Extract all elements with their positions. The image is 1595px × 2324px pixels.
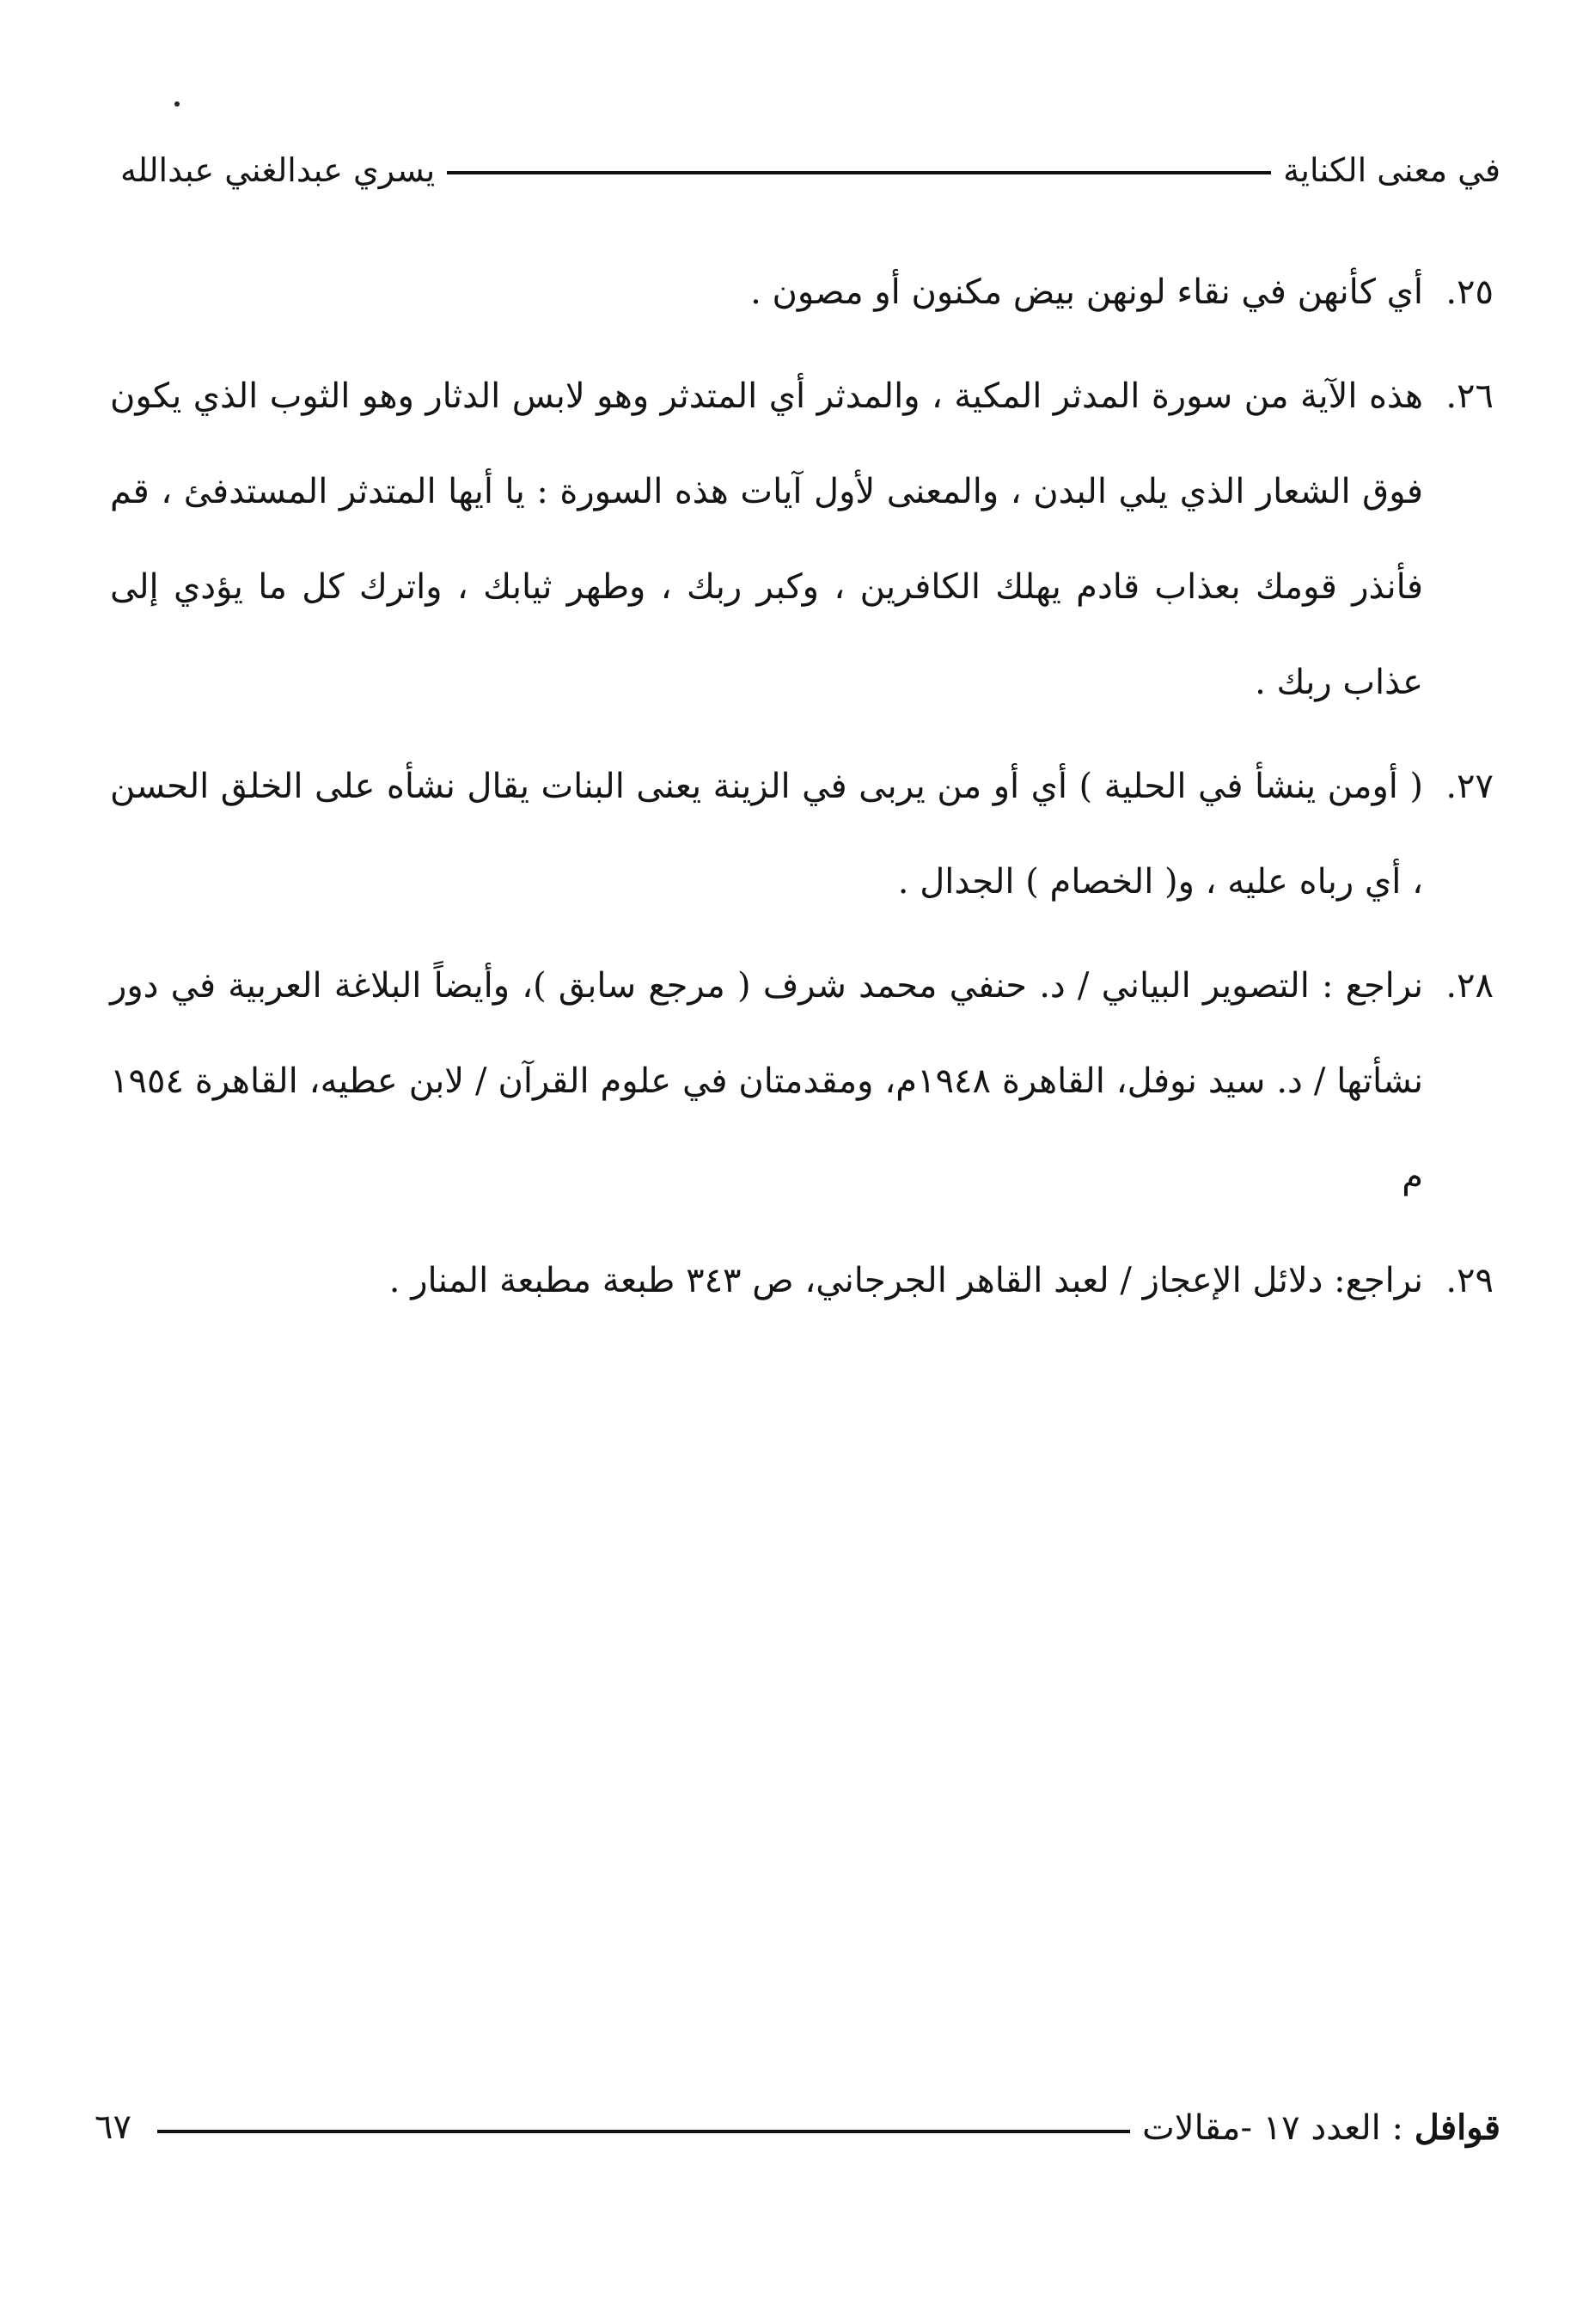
endnote-text: أي كأنهن في نقاء لونهن بيض مكنون أو مصون .	[750, 272, 1423, 312]
endnote-26	[110, 349, 1494, 731]
endnote-number: ٢٧.	[1445, 767, 1494, 806]
journal-name: قوافل	[1414, 2107, 1500, 2148]
header-title: في معنى الكناية	[1283, 151, 1500, 189]
endnote-29	[110, 1233, 1494, 1329]
ink-dot	[174, 101, 180, 107]
endnote-number: ٢٨.	[1445, 966, 1494, 1006]
endnote-28	[110, 939, 1494, 1225]
endnote-27	[110, 739, 1494, 930]
endnote-text: نراجع : التصوير البياني / د. حنفي محمد شرف ( مرجع سابق )، وأيضاً البلاغة العربية في دور نشأتها / د. سيد نوفل، القاهرة ١٩٤٨م، ومقدمتان في علوم القرآن / لابن عطيه، القاهرة ١٩٥٤ م	[110, 966, 1423, 1196]
endnote-number: ٢٩.	[1445, 1261, 1494, 1300]
endnote-text: ( أومن ينشأ في الحلية ) أي أو من يربى في الزينة يعنى البنات يقال نشأه على الخلق الحسن ، أي رباه عليه ، و( الخصام ) الجدال .	[110, 767, 1423, 902]
endnotes-list	[110, 245, 1494, 1337]
page-number: ٦٧	[95, 2107, 131, 2147]
running-footer	[95, 2097, 1500, 2157]
issue-label: : العدد ١٧ -مقالات	[1142, 2107, 1403, 2148]
header-author: يسري عبدالغني عبدالله	[120, 151, 436, 189]
endnote-text: هذه الآية من سورة المدثر المكية ، والمدثر أي المتدثر وهو لابس الدثار وهو الثوب الذي يكون فوق الشعار الذي يلي البدن ، والمعنى لأول آيات هذه السورة : يا أيها المتدثر المستدفئ ، قم فأنذر قومك بعذاب قادم يهلك الكافرين ، وكبر ربك ، وطهر ثيابك ، واترك كل ما يؤدي إلى عذاب ربك .	[110, 376, 1423, 702]
endnote-number: ٢٥.	[1445, 272, 1494, 312]
endnote-number: ٢٦.	[1445, 376, 1494, 416]
footer-journal	[1130, 2107, 1500, 2148]
header-rule	[447, 171, 1271, 174]
footer-rule	[157, 2130, 1130, 2133]
endnote-text: نراجع: دلائل الإعجاز / لعبد القاهر الجرجاني، ص ٣٤٣ طبعة مطبعة المنار .	[388, 1261, 1423, 1300]
endnote-25	[110, 245, 1494, 340]
running-header	[120, 144, 1500, 196]
